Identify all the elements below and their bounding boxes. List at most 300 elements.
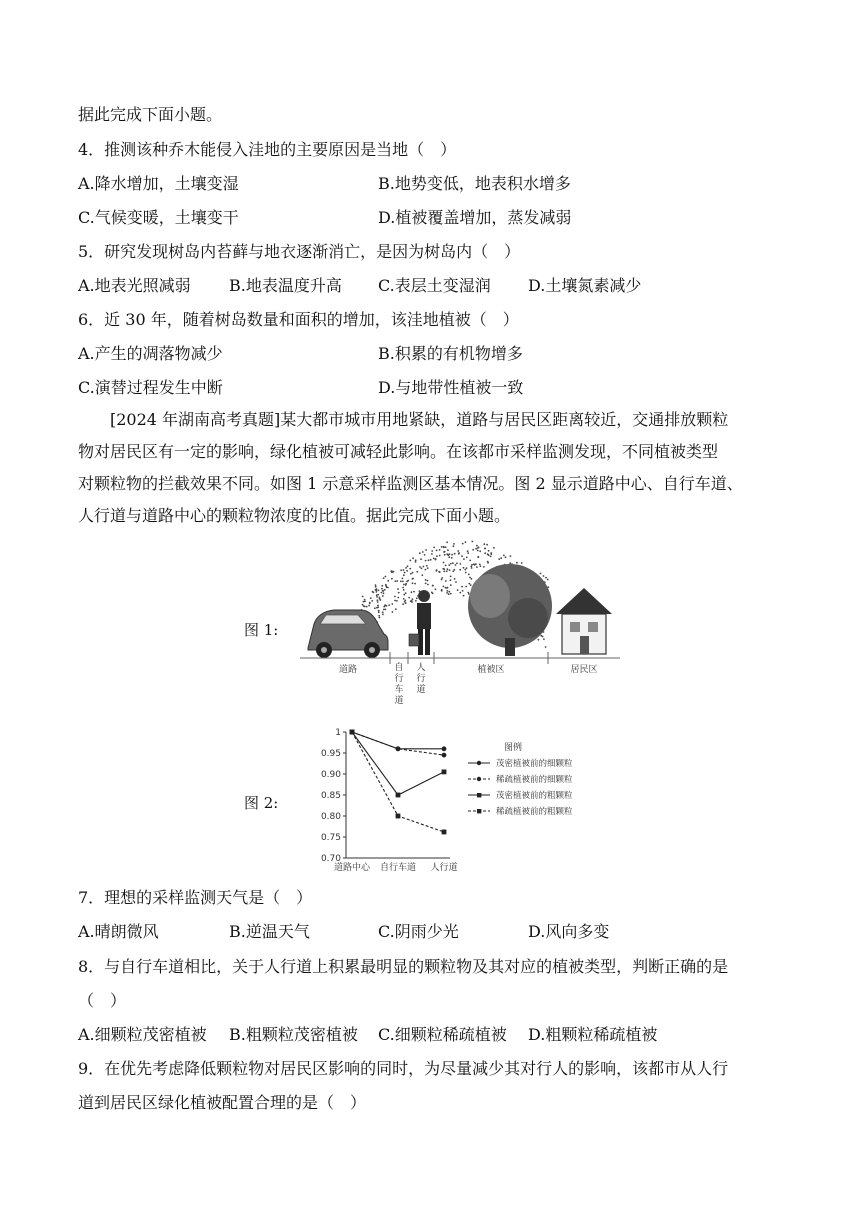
particle-dot [509, 562, 511, 564]
particle-dot [436, 569, 438, 571]
particle-dot [425, 583, 427, 585]
particle-dot [446, 541, 448, 543]
particle-dot [448, 591, 450, 593]
q7-option-d: D.风向多变 [528, 922, 610, 941]
particle-dot [445, 546, 447, 548]
particle-dot [466, 557, 468, 559]
particle-dot [405, 584, 407, 586]
particle-dot [412, 572, 414, 574]
particle-dot [480, 565, 482, 567]
data-point [350, 730, 355, 735]
particle-dot [378, 615, 380, 617]
particle-dot [438, 571, 440, 573]
particle-dot [376, 591, 378, 593]
particle-dot [503, 555, 505, 557]
particle-dot [426, 565, 428, 567]
particle-dot [381, 585, 383, 587]
particle-dot [459, 592, 461, 594]
particle-dot [383, 592, 385, 594]
particle-dot [462, 590, 464, 592]
particle-dot [403, 594, 405, 596]
particle-dot [450, 584, 452, 586]
q4-option-a: A.降水增加，土壤变湿 [78, 174, 239, 193]
particle-dot [385, 576, 387, 578]
particle-dot [362, 596, 364, 598]
particle-dot [381, 588, 383, 590]
particle-dot [425, 549, 427, 551]
particle-dot [396, 580, 398, 582]
y-tick-label: 0.80 [320, 812, 341, 822]
x-tick-label: 道路中心 [333, 863, 371, 873]
particle-dot [473, 563, 475, 565]
particle-dot [395, 608, 397, 610]
particle-dot [378, 610, 380, 612]
particle-dot [516, 562, 518, 564]
particle-dot [452, 562, 454, 564]
particle-dot [395, 580, 397, 582]
particle-dot [451, 557, 453, 559]
q5-option-d: D.土壤氮素减少 [528, 276, 642, 295]
particle-dot [448, 564, 450, 566]
particle-dot [543, 638, 545, 640]
q6-option-a: A.产生的凋落物减少 [78, 344, 223, 363]
particle-dot [410, 573, 412, 575]
particle-dot [422, 551, 424, 553]
particle-dot [400, 569, 402, 571]
figure-1-label: 图 1: [244, 621, 279, 639]
particle-dot [483, 566, 485, 568]
particle-dot [488, 554, 490, 556]
particle-dot [486, 544, 488, 546]
particle-dot [510, 555, 512, 557]
data-point [396, 746, 401, 751]
particle-dot [521, 562, 523, 564]
q6-option-c: C.演替过程发生中断 [78, 378, 223, 397]
particle-dot [471, 567, 473, 569]
particle-dot [469, 577, 471, 579]
particle-dot [477, 550, 479, 552]
passage-line-1: [2024 年湖南高考真题]某大都市城市用地紧缺，道路与居民区距离较近，交通排放颗粒 [110, 410, 729, 429]
q7-option-c: C.阴雨少光 [378, 922, 459, 941]
particle-dot [385, 585, 387, 587]
particle-dot [403, 574, 405, 576]
particle-dot [451, 554, 453, 556]
particle-dot [490, 556, 492, 558]
particle-dot [500, 557, 502, 559]
particle-dot [441, 590, 443, 592]
legend-label: 稀疏植被前的粗颗粒 [496, 807, 573, 817]
particle-dot [416, 571, 418, 573]
particle-dot [411, 601, 413, 603]
q6-option-b: B.积累的有机物增多 [378, 344, 523, 363]
legend-label: 茂密植被前的粗颗粒 [496, 791, 573, 801]
particle-dot [364, 606, 366, 608]
particle-dot [468, 593, 470, 595]
particle-dot [403, 589, 405, 591]
zone-label-vegetation: 植被区 [477, 665, 505, 675]
particle-dot [461, 555, 463, 557]
particle-dot [412, 578, 414, 580]
particle-dot [372, 591, 374, 593]
q8-option-b: B.粗颗粒茂密植被 [229, 1025, 358, 1044]
particle-dot [457, 589, 459, 591]
particle-dot [412, 582, 414, 584]
particle-dot [448, 556, 450, 558]
particle-dot [412, 557, 414, 559]
particle-dot [447, 568, 449, 570]
particle-dot [397, 597, 399, 599]
particle-dot [464, 569, 466, 571]
particle-dot [479, 564, 481, 566]
particle-dot [450, 576, 452, 578]
particle-dot [394, 600, 396, 602]
particle-dot [402, 587, 404, 589]
particle-dot [402, 578, 404, 580]
particle-dot [397, 588, 399, 590]
y-tick-label: 1 [335, 728, 341, 738]
particle-dot [476, 545, 478, 547]
particle-dot [419, 552, 421, 554]
q8-option-a: A.细颗粒茂密植被 [78, 1025, 207, 1044]
particle-dot [454, 578, 456, 580]
question-9-stem-cont: 道到居民区绿化植被配置合理的是（ ） [78, 1093, 367, 1112]
particle-dot [470, 584, 472, 586]
particle-dot [436, 550, 438, 552]
zone-label-bike-lane: 自行车道 [394, 663, 404, 706]
particle-dot [441, 579, 443, 581]
particle-dot [453, 545, 455, 547]
legend-title: 图例 [504, 743, 523, 753]
intro-tail: 据此完成下面小题。 [78, 105, 223, 124]
particle-dot [387, 580, 389, 582]
particle-dot [414, 583, 416, 585]
particle-dot [487, 562, 489, 564]
q8-option-c: C.细颗粒稀疏植被 [378, 1025, 507, 1044]
particle-dot [430, 559, 432, 561]
particle-dot [425, 560, 427, 562]
particle-dot [405, 592, 407, 594]
particle-dot [403, 569, 405, 571]
particle-dot [405, 567, 407, 569]
passage-line-4: 人行道与道路中心的颗粒物浓度的比值。据此完成下面小题。 [78, 506, 511, 525]
series-line [352, 732, 444, 749]
particle-dot [463, 595, 465, 597]
particle-dot [376, 607, 378, 609]
particle-dot [382, 595, 384, 597]
particle-dot [453, 543, 455, 545]
particle-dot [425, 579, 427, 581]
particle-dot [381, 592, 383, 594]
particle-dot [391, 603, 393, 605]
particle-dot [377, 599, 379, 601]
particle-dot [471, 564, 473, 566]
particle-dot [505, 556, 507, 558]
passage-line-2: 物对居民区有一定的影响，绿化植被可减轻此影响。在该都市采样监测发现，不同植被类型 [78, 442, 719, 461]
x-tick-label: 人行道 [430, 863, 458, 873]
particle-dot [413, 591, 415, 593]
q4-option-b: B.地势变低，地表积水增多 [378, 174, 571, 193]
particle-dot [467, 552, 469, 554]
particle-dot [443, 570, 445, 572]
particle-dot [409, 568, 411, 570]
particle-dot [443, 546, 445, 548]
particle-dot [441, 546, 443, 548]
particle-dot [423, 566, 425, 568]
particle-dot [379, 617, 381, 619]
data-point [442, 746, 447, 751]
particle-dot [383, 609, 385, 611]
particle-dot [375, 584, 377, 586]
legend-marker [477, 761, 481, 765]
q4-option-c: C.气候变暖，土壤变干 [78, 208, 239, 227]
particle-dot [467, 550, 469, 552]
particle-dot [446, 590, 448, 592]
particle-dot [469, 560, 471, 562]
particle-dot [463, 567, 465, 569]
particle-dot [545, 577, 547, 579]
particle-dot [415, 561, 417, 563]
zone-label-residential: 居民区 [570, 665, 598, 675]
question-9-stem: 9．在优先考虑降低颗粒物对居民区影响的同时，为尽量减少其对行人的影响，该都市从人行 [78, 1059, 729, 1078]
particle-dot [446, 592, 448, 594]
q5-option-b: B.地表温度升高 [229, 276, 342, 295]
particle-dot [392, 611, 394, 613]
q8-option-d: D.粗颗粒稀疏植被 [528, 1025, 658, 1044]
particle-dot [375, 586, 377, 588]
particle-dot [443, 586, 445, 588]
particle-dot [433, 558, 435, 560]
question-7-stem: 7．理想的采样监测天气是（ ） [78, 888, 313, 907]
particle-dot [450, 563, 452, 565]
y-tick-label: 0.75 [320, 833, 341, 843]
particle-dot [465, 586, 467, 588]
particle-dot [444, 554, 446, 556]
particle-dot [445, 587, 447, 589]
particle-dot [421, 568, 423, 570]
question-6-stem: 6．近 30 年，随着树岛数量和面积的增加，该洼地植被（ ） [78, 310, 519, 329]
particle-dot [428, 559, 430, 561]
particle-dot [403, 598, 405, 600]
particle-dot [457, 550, 459, 552]
particle-dot [463, 558, 465, 560]
particle-dot [411, 591, 413, 593]
particle-dot [433, 547, 435, 549]
car-icon [308, 610, 388, 658]
particle-dot [431, 553, 433, 555]
particle-dot [420, 558, 422, 560]
particle-dot [382, 590, 384, 592]
particle-dot [362, 604, 364, 606]
particle-dot [483, 543, 485, 545]
data-point [442, 753, 447, 758]
figure-2-label: 图 2: [244, 794, 279, 812]
question-4-stem: 4．推测该种乔木能侵入洼地的主要原因是当地（ ） [78, 140, 457, 159]
particle-dot [431, 550, 433, 552]
particle-dot [465, 572, 467, 574]
q5-option-c: C.表层土变湿润 [378, 276, 491, 295]
particle-dot [366, 606, 368, 608]
particle-dot [455, 581, 457, 583]
particle-dot [447, 587, 449, 589]
particle-dot [385, 609, 387, 611]
particle-dot [545, 646, 547, 648]
particle-dot [471, 541, 473, 543]
particle-dot [369, 602, 371, 604]
particle-dot [468, 574, 470, 576]
y-tick-label: 0.90 [320, 770, 341, 780]
particle-dot [498, 558, 500, 560]
series-line [352, 732, 444, 795]
particle-dot [427, 580, 429, 582]
particle-dot [406, 581, 408, 583]
particle-dot [446, 570, 448, 572]
particle-dot [493, 547, 495, 549]
particle-dot [459, 563, 461, 565]
tree-icon [468, 564, 552, 656]
legend-marker [477, 793, 481, 797]
particle-dot [435, 588, 437, 590]
question-5-stem: 5．研究发现树岛内苔藓与地衣逐渐消亡，是因为树岛内（ ） [78, 242, 521, 261]
particle-dot [402, 581, 404, 583]
particle-dot [403, 584, 405, 586]
particle-dot [376, 596, 378, 598]
particle-dot [378, 589, 380, 591]
figure-2-chart [300, 722, 640, 878]
particle-dot [432, 585, 434, 587]
q5-option-a: A.地表光照减弱 [78, 276, 191, 295]
particle-dot [462, 543, 464, 545]
particle-dot [470, 566, 472, 568]
particle-dot [450, 593, 452, 595]
particle-dot [458, 552, 460, 554]
particle-dot [454, 553, 456, 555]
particle-dot [441, 577, 443, 579]
particle-dot [475, 548, 477, 550]
particle-dot [415, 600, 417, 602]
particle-dot [384, 589, 386, 591]
particle-dot [386, 605, 388, 607]
particle-dot [465, 541, 467, 543]
q7-option-a: A.晴朗微风 [78, 922, 159, 941]
particle-dot [364, 601, 366, 603]
particle-dot [404, 601, 406, 603]
particle-dot [377, 601, 379, 603]
zone-label-sidewalk: 人行道 [416, 663, 426, 695]
q7-option-b: B.逆温天气 [229, 922, 310, 941]
passage [78, 404, 790, 532]
particle-dot [436, 555, 438, 557]
particle-dot [404, 572, 406, 574]
particle-dot [425, 569, 427, 571]
particle-dot [445, 580, 447, 582]
particle-dot [377, 605, 379, 607]
particle-dot [379, 598, 381, 600]
particle-dot [391, 578, 393, 580]
particle-dot [427, 584, 429, 586]
particle-dot [471, 578, 473, 580]
x-tick-label: 自行车道 [379, 863, 417, 873]
particle-dot [484, 548, 486, 550]
particle-dot [488, 550, 490, 552]
particle-dot [443, 551, 445, 553]
particle-dot [371, 600, 373, 602]
legend-marker [477, 777, 481, 781]
legend-marker [477, 809, 481, 813]
particle-dot [540, 573, 542, 575]
particle-dot [370, 597, 372, 599]
particle-dot [456, 562, 458, 564]
particle-dot [406, 570, 408, 572]
figure-1-illustration [300, 538, 620, 706]
particle-dot [454, 569, 456, 571]
particle-dot [409, 560, 411, 562]
particle-dot [368, 605, 370, 607]
particle-dot [476, 566, 478, 568]
particle-dot [475, 563, 477, 565]
particle-dot [547, 579, 549, 581]
particle-dot [396, 600, 398, 602]
particle-dot [383, 577, 385, 579]
particle-dot [394, 596, 396, 598]
particle-dot [484, 552, 486, 554]
particle-dot [382, 611, 384, 613]
particle-dot [472, 549, 474, 551]
particle-dot [375, 589, 377, 591]
question-8-stem-cont: （ ） [78, 991, 127, 1010]
particle-dot [421, 574, 423, 576]
particle-dot [415, 559, 417, 561]
particle-dot [398, 592, 400, 594]
particle-dot [449, 569, 451, 571]
particle-dot [388, 604, 390, 606]
particle-dot [466, 567, 468, 569]
particle-dot [452, 570, 454, 572]
particle-dot [407, 565, 409, 567]
particle-dot [435, 558, 437, 560]
particle-dot [364, 599, 366, 601]
particle-dot [447, 549, 449, 551]
q4-option-d: D.植被覆盖增加，蒸发减弱 [378, 208, 572, 227]
particle-dot [382, 614, 384, 616]
particle-dot [427, 567, 429, 569]
particle-dot [442, 568, 444, 570]
particle-dot [540, 635, 542, 637]
data-point [396, 793, 401, 798]
particle-dot [402, 603, 404, 605]
particle-dot [400, 580, 402, 582]
passage-line-3: 对颗粒物的拦截效果不同。如图 1 示意采样监测区基本情况。图 2 显示道路中心、自行车道、 [78, 474, 743, 493]
y-tick-label: 0.85 [320, 791, 341, 801]
particle-dot [445, 565, 447, 567]
particle-dot [543, 575, 545, 577]
zone-label-road: 道路 [338, 665, 358, 675]
legend-label: 稀疏植被前的细颗粒 [496, 775, 573, 785]
particle-dot [377, 594, 379, 596]
particle-dot [461, 586, 463, 588]
particle-dot [408, 597, 410, 599]
particle-dot [446, 553, 448, 555]
particle-dot [416, 597, 418, 599]
particle-dot [391, 570, 393, 572]
particle-dot [378, 611, 380, 613]
particle-dot [477, 547, 479, 549]
particle-dot [439, 555, 441, 557]
particle-dot [443, 562, 445, 564]
data-point [396, 814, 401, 819]
y-tick-label: 0.95 [320, 749, 341, 759]
particle-dot [479, 550, 481, 552]
particle-dot [455, 564, 457, 566]
